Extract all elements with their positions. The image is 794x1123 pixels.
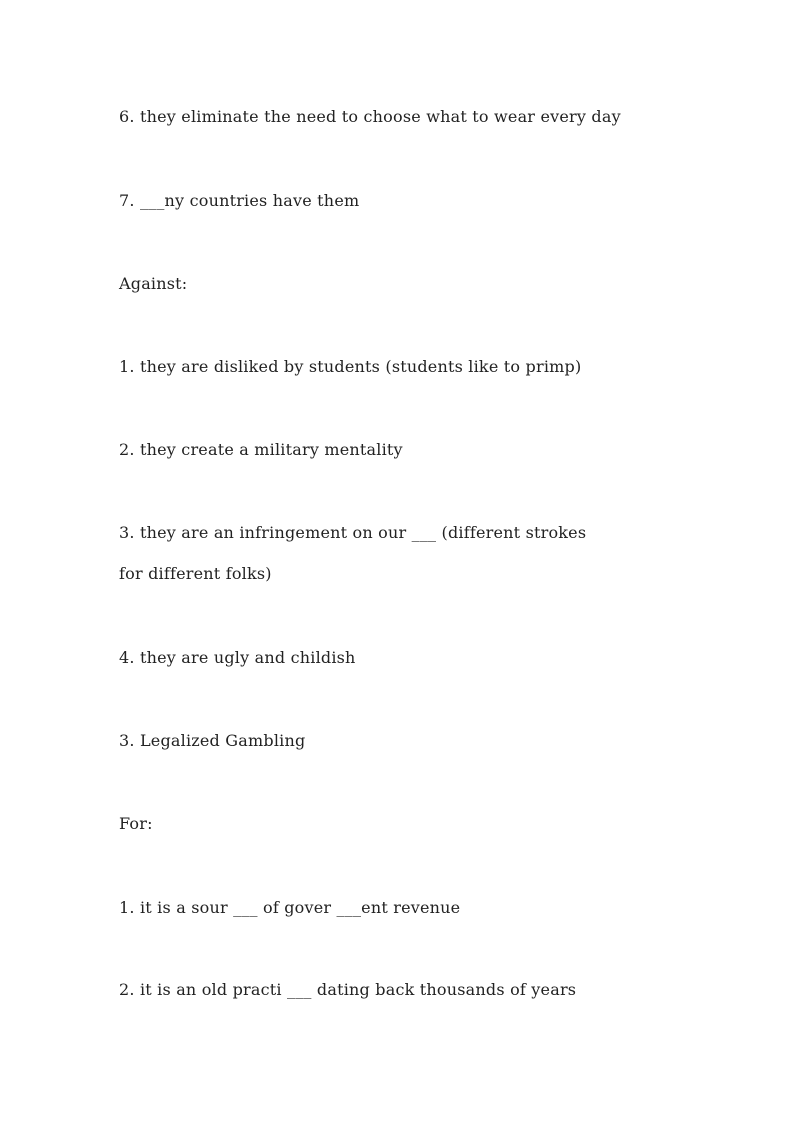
list-item: 6. they eliminate the need to choose what to wear every day [119,107,621,126]
list-item-continuation: for different folks) [119,564,272,583]
list-item: 4. they are ugly and childish [119,648,356,667]
list-item: 7. ___ny countries have them [119,191,360,210]
list-item: 1. they are disliked by students (students like to primp) [119,357,582,376]
list-item: 3. they are an infringement on our ___ (different strokes [119,523,587,542]
topic-heading: 3. Legalized Gambling [119,731,306,750]
section-heading: For: [119,814,153,833]
section-heading: Against: [119,274,188,293]
list-item: 2. it is an old practi ___ dating back thousands of years [119,980,577,999]
list-item: 2. they create a military mentality [119,440,403,459]
list-item: 1. it is a sour ___ of gover ___ent revenue [119,898,461,917]
